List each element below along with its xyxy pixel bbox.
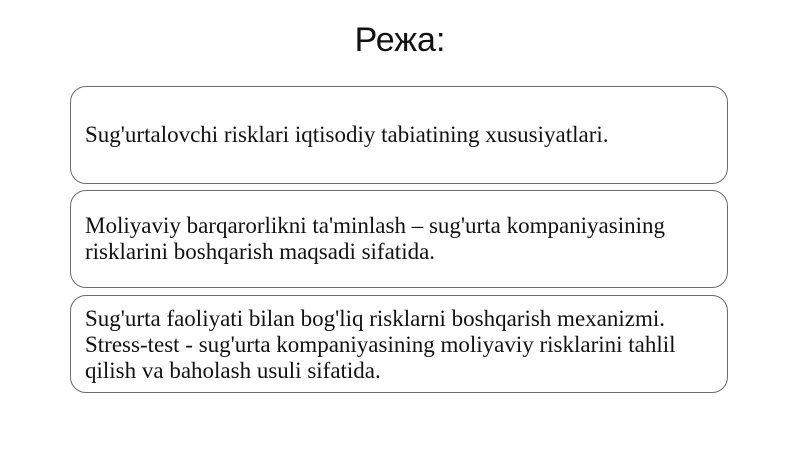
plan-item-line: qilish va baholash usuli sifatida.: [85, 358, 381, 383]
plan-item-2: [70, 190, 728, 288]
plan-item-line: Stress-test - sug'urta kompaniyasining moliyaviy risklarini tahlil: [85, 332, 676, 357]
plan-item-line: Moliyaviy barqarorlikni ta'minlash – sug'urta kompaniyasining: [85, 213, 665, 238]
plan-item-1: [70, 86, 728, 184]
plan-item-text: [85, 213, 665, 265]
plan-item-line: Sug'urta faoliyati bilan bog'liq risklarni boshqarish mexanizmi.: [85, 306, 665, 331]
plan-item-text: [85, 122, 609, 148]
plan-item-line: risklarini boshqarish maqsadi sifatida.: [85, 239, 436, 264]
plan-item-line: Sug'urtalovchi risklari iqtisodiy tabiatining xususiyatlari.: [85, 122, 609, 147]
plan-item-text: [85, 306, 676, 384]
page-title: Режа:: [354, 21, 446, 59]
plan-item-3: [70, 295, 728, 393]
